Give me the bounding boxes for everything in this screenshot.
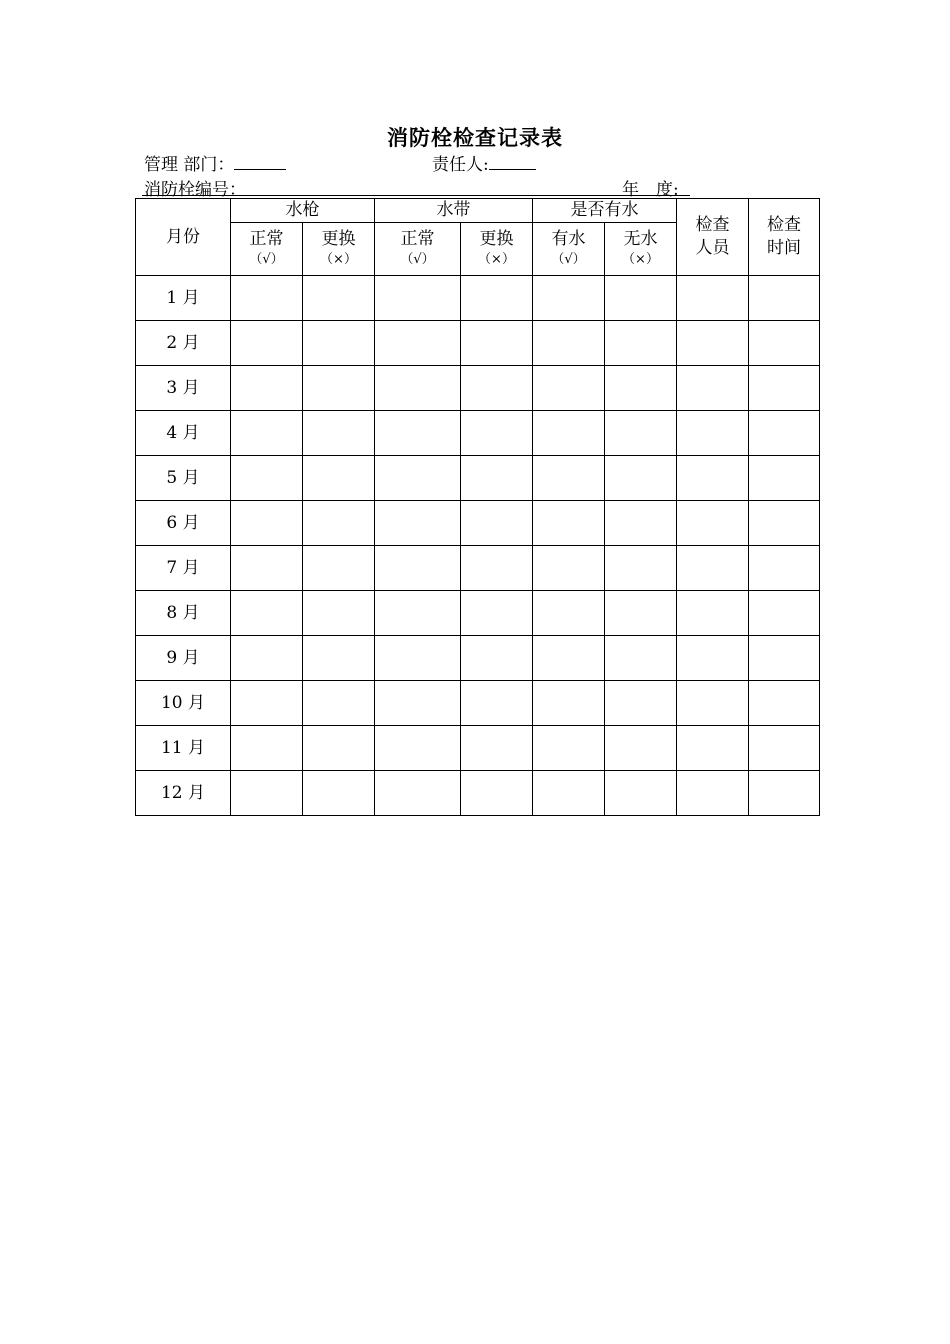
entry-cell[interactable] [303,366,375,411]
entry-cell[interactable] [677,456,749,501]
entry-cell[interactable] [749,321,820,366]
header-row-groups [136,199,820,223]
month-cell: 9 月 [136,636,231,681]
entry-cell[interactable] [533,591,605,636]
month-cell: 8 月 [136,591,231,636]
entry-cell[interactable] [749,411,820,456]
entry-cell[interactable] [461,276,533,321]
table-row [136,771,820,816]
month-cell: 2 月 [136,321,231,366]
person-field [432,150,536,175]
table-row [136,726,820,771]
entry-cell[interactable] [303,636,375,681]
entry-cell[interactable] [533,456,605,501]
entry-cell[interactable] [461,321,533,366]
entry-cell[interactable] [303,411,375,456]
entry-cell[interactable] [461,501,533,546]
entry-cell[interactable] [231,726,303,771]
entry-cell[interactable] [749,276,820,321]
entry-cell[interactable] [231,546,303,591]
entry-cell[interactable] [677,321,749,366]
table-row [136,411,820,456]
month-cell: 4 月 [136,411,231,456]
inspector-header [677,199,749,276]
table-row [136,501,820,546]
number-label: 消防栓编号： [144,180,246,200]
group-header-nozzle: 水枪 [231,199,375,223]
time-header-line2: 时间 [767,238,801,258]
sub-header-no-water: 无水 （×） [605,223,677,276]
sub-header-hose-replace: 更换 （×） [461,223,533,276]
entry-cell[interactable] [749,591,820,636]
entry-cell[interactable] [375,321,461,366]
entry-cell[interactable] [605,411,677,456]
entry-cell[interactable] [533,771,605,816]
entry-cell[interactable] [605,456,677,501]
entry-cell[interactable] [231,276,303,321]
entry-cell[interactable] [749,681,820,726]
header-underline [142,195,690,196]
entry-cell[interactable] [533,726,605,771]
entry-cell[interactable] [461,681,533,726]
entry-cell[interactable] [461,591,533,636]
entry-cell[interactable] [461,546,533,591]
entry-cell[interactable] [677,591,749,636]
sub-header-nozzle-replace: 更换 （×） [303,223,375,276]
inspector-header-line2: 人员 [695,238,730,258]
entry-cell[interactable] [533,681,605,726]
entry-cell[interactable] [749,771,820,816]
entry-cell[interactable] [231,366,303,411]
month-rows [136,276,820,816]
entry-cell[interactable] [375,411,461,456]
time-header [749,199,820,276]
entry-cell[interactable] [605,501,677,546]
entry-cell[interactable] [533,276,605,321]
entry-cell[interactable] [303,771,375,816]
month-cell: 3 月 [136,366,231,411]
entry-cell[interactable] [461,456,533,501]
time-header-line1: 检查 [767,215,801,236]
entry-cell[interactable] [231,681,303,726]
entry-cell[interactable] [375,546,461,591]
entry-cell[interactable] [677,681,749,726]
entry-cell[interactable] [231,771,303,816]
month-cell: 5 月 [136,456,231,501]
group-header-hose: 水带 [375,199,533,223]
table-row [136,636,820,681]
entry-cell[interactable] [461,726,533,771]
entry-cell[interactable] [749,546,820,591]
entry-cell[interactable] [375,456,461,501]
entry-cell[interactable] [605,726,677,771]
entry-cell[interactable] [749,456,820,501]
table-row [136,276,820,321]
entry-cell[interactable] [533,636,605,681]
dept-label: 管理 部门： [144,155,235,175]
entry-cell[interactable] [605,771,677,816]
entry-cell[interactable] [303,501,375,546]
inspector-header-line1: 检查 [695,215,730,236]
month-cell: 10 月 [136,681,231,726]
year-label: 年 度: [622,180,679,200]
entry-cell[interactable] [303,276,375,321]
entry-cell[interactable] [605,276,677,321]
entry-cell[interactable] [375,771,461,816]
entry-cell[interactable] [749,366,820,411]
month-cell: 6 月 [136,501,231,546]
month-cell: 1 月 [136,276,231,321]
entry-cell[interactable] [677,771,749,816]
entry-cell[interactable] [461,411,533,456]
entry-cell[interactable] [677,411,749,456]
entry-cell[interactable] [303,321,375,366]
entry-cell[interactable] [375,276,461,321]
entry-cell[interactable] [677,501,749,546]
entry-cell[interactable] [303,726,375,771]
entry-cell[interactable] [303,546,375,591]
entry-cell[interactable] [605,681,677,726]
table-row [136,321,820,366]
entry-cell[interactable] [677,636,749,681]
group-header-water: 是否有水 [533,199,677,223]
person-blank[interactable] [489,152,536,170]
entry-cell[interactable] [375,366,461,411]
entry-cell[interactable] [375,501,461,546]
month-cell: 7 月 [136,546,231,591]
person-label: 责任人: [432,155,489,175]
entry-cell[interactable] [533,321,605,366]
month-cell: 11 月 [136,726,231,771]
entry-cell[interactable] [375,681,461,726]
entry-cell[interactable] [303,456,375,501]
sub-header-has-water: 有水 （√） [533,223,605,276]
entry-cell[interactable] [461,771,533,816]
entry-cell[interactable] [533,546,605,591]
table-row [136,591,820,636]
dept-field [144,150,286,175]
entry-cell[interactable] [533,366,605,411]
entry-cell[interactable] [231,321,303,366]
entry-cell[interactable] [677,726,749,771]
entry-cell[interactable] [231,636,303,681]
entry-cell[interactable] [605,546,677,591]
sub-header-nozzle-normal: 正常 （√） [231,223,303,276]
entry-cell[interactable] [375,726,461,771]
entry-cell[interactable] [303,681,375,726]
entry-cell[interactable] [231,456,303,501]
inspection-table [135,198,820,816]
dept-blank[interactable] [234,152,286,170]
entry-cell[interactable] [231,591,303,636]
entry-cell[interactable] [749,636,820,681]
entry-cell[interactable] [461,366,533,411]
table-row [136,681,820,726]
entry-cell[interactable] [605,636,677,681]
month-header: 月份 [136,199,231,276]
page-title: 消防栓检查记录表 [387,125,563,150]
entry-cell[interactable] [605,366,677,411]
entry-cell[interactable] [533,411,605,456]
table-row [136,366,820,411]
entry-cell[interactable] [231,501,303,546]
entry-cell[interactable] [461,636,533,681]
entry-cell[interactable] [749,726,820,771]
entry-cell[interactable] [533,501,605,546]
entry-cell[interactable] [231,411,303,456]
entry-cell[interactable] [677,276,749,321]
entry-cell[interactable] [677,546,749,591]
entry-cell[interactable] [303,591,375,636]
entry-cell[interactable] [677,366,749,411]
entry-cell[interactable] [375,591,461,636]
entry-cell[interactable] [749,501,820,546]
table-row [136,546,820,591]
entry-cell[interactable] [605,321,677,366]
sub-header-hose-normal: 正常 （√） [375,223,461,276]
entry-cell[interactable] [375,636,461,681]
table-row [136,456,820,501]
entry-cell[interactable] [605,591,677,636]
month-cell: 12 月 [136,771,231,816]
